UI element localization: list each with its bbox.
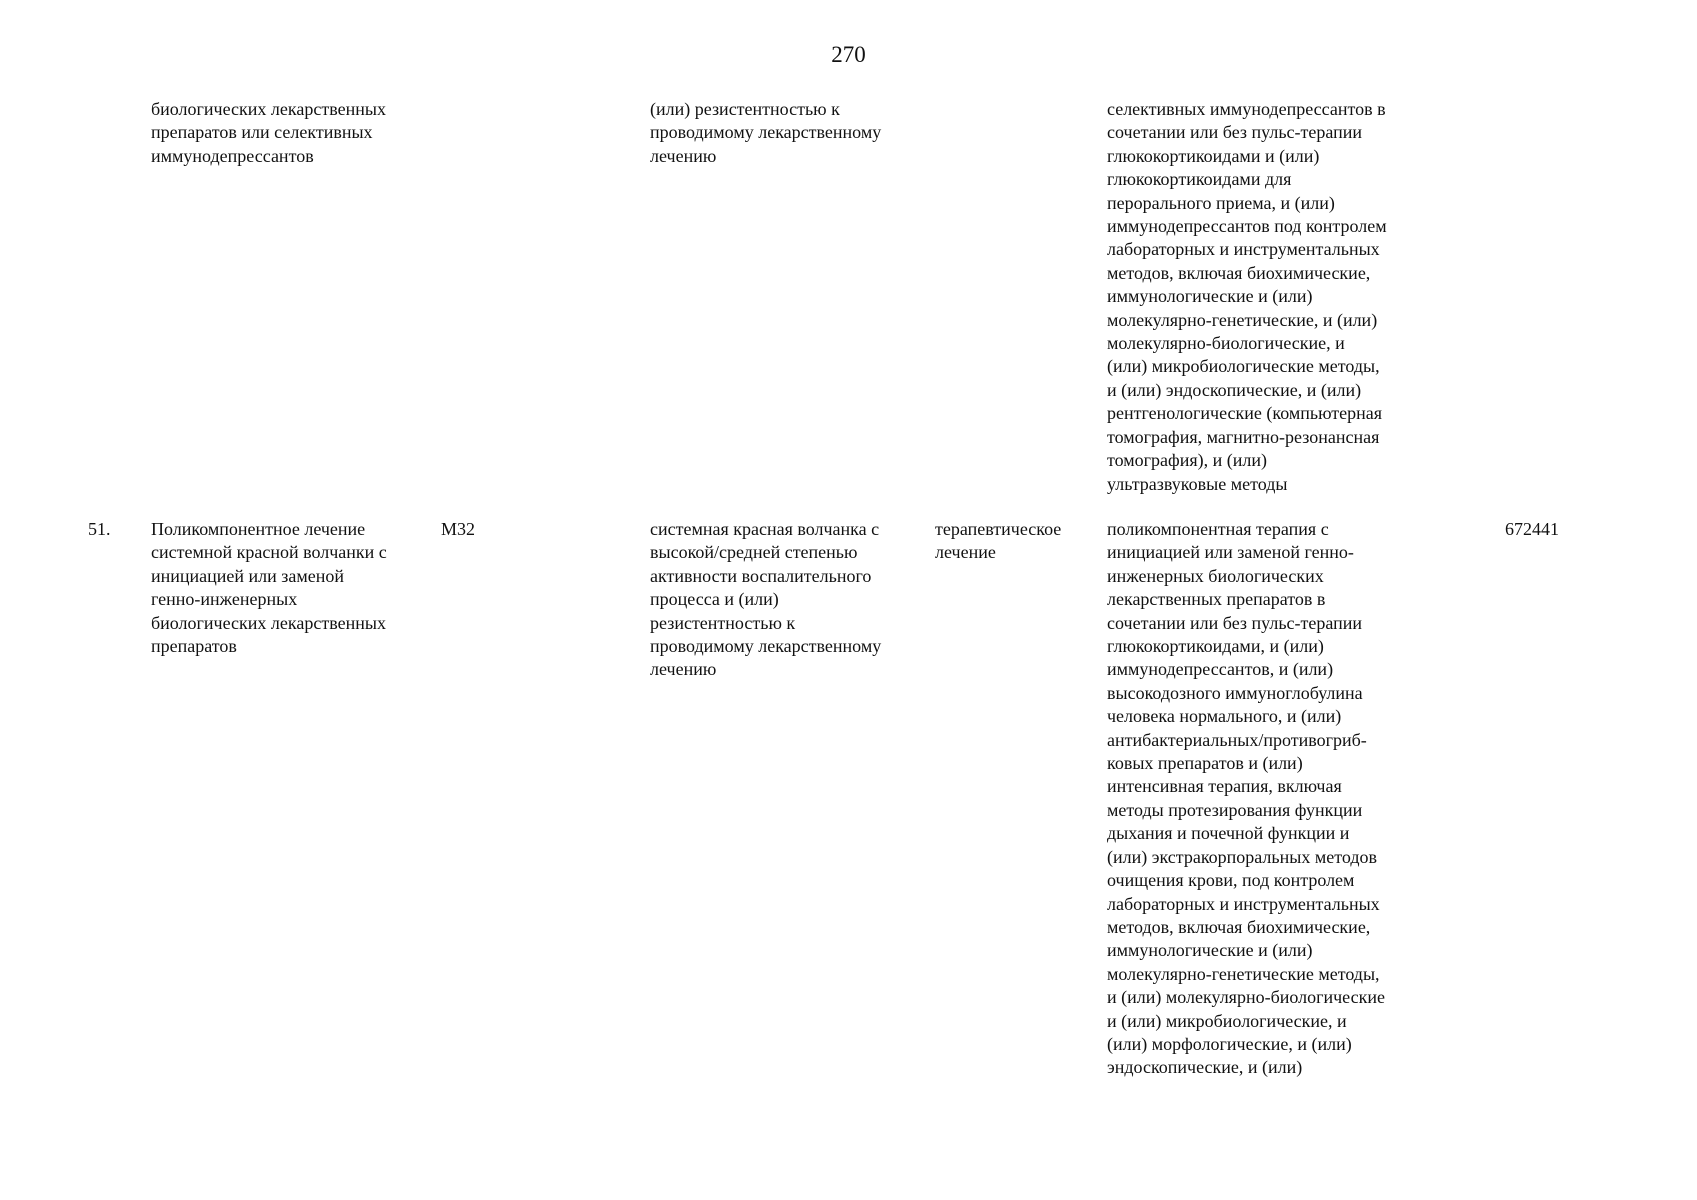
row-51-code-cell: M32 [441,519,476,539]
continuation-method-cell: селективных иммунодепрессантов в сочетании или без пульс-терапии глюкокортикоидами и (или) глюкокортикоидами для перорального приема, и (или) иммунодепрессантов под контролем лабораторных и инструментальных методов, включая биохимические, иммунологические и (или) молекулярно-генетические, и (или) молекулярно-биологические, и (или) микробиологические методы, и (или) эндоскопические, и (или) рентгенологические (компьютерная томография, магнитно-резонансная томография), и (или) ультразвуковые методы [1107,99,1387,494]
row-51-number: 51. [88,519,111,539]
page-number: 270 [831,42,866,67]
row-51-method-cell: поликомпонентная терапия с инициацией или заменой генно- инженерных биологических лекарственных препаратов в сочетании или без пульс-терапии глюкокортикоидами, и (или) иммунодепрессантов, и (или) высокодозного иммуноглобулина человека нормального, и (или) антибактериальных/противогриб- ковых препаратов и (или) интенсивная терапия, включая методы протезирования функции дыхания и почечной функции и (или) экстракорпоральных методов очищения крови, под контролем лабораторных и инструментальных методов, включая биохимические, иммунологические и (или) молекулярно-генетические методы, и (или) молекулярно-биологические и (или) микробиологические, и (или) морфологические, и (или) эндоскопические, и (или) [1107,519,1385,1078]
row-51-name-cell: Поликомпонентное лечение системной красной волчанки с инициацией или заменой генно-инженерных биологических лекарственных препаратов [151,519,387,657]
row-51-patient-model-cell: системная красная волчанка с высокой/средней степенью активности воспалительного процесса и (или) резистентностью к проводимому лекарственному лечению [650,519,882,680]
continuation-name-cell: биологических лекарственных препаратов или селективных иммунодепрессантов [151,99,386,166]
row-51-norm-cell: 672441 [1505,519,1559,539]
continuation-patient-model-cell: (или) резистентностью к проводимому лекарственному лечению [650,99,882,166]
row-51-treatment-type-cell: терапевтическое лечение [935,519,1062,563]
